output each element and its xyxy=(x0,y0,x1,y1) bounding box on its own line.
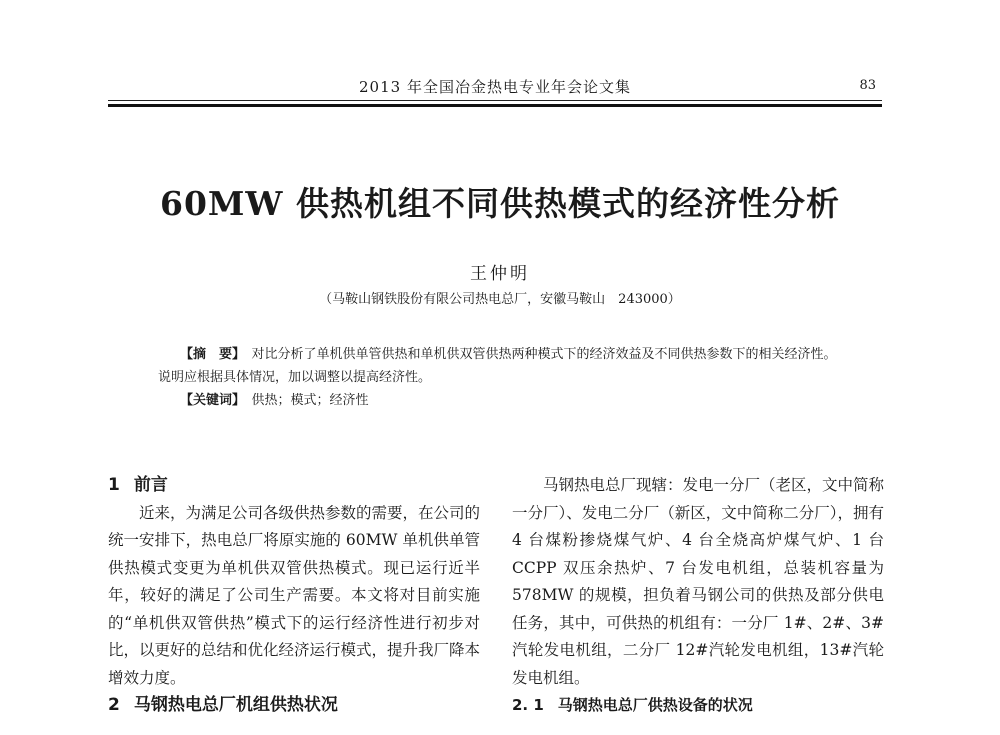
section-1-heading xyxy=(108,472,480,500)
author-affiliation: （马鞍山钢铁股份有限公司热电总厂，安徽马鞍山 243000） xyxy=(319,292,681,307)
section-2-title: 马钢热电总厂机组供热状况 xyxy=(133,695,338,715)
section-1-body: 近来，为满足公司各级供热参数的需要，在公司的统一安排下，热电总厂将原实施的 60MW 单机供单管供热模式变更为单机供双管供热模式。现已运行近半年，较好的满足了公司生产需要。本文将对目前实施的“单机供双管供热”模式下的运行经济性进行初步对比，以更好的总结和优化经济运行模式，提升我厂降本增效力度。 xyxy=(108,503,481,687)
section-2-1-title: 马钢热电总厂供热设备的状况 xyxy=(557,696,753,714)
right-column xyxy=(512,472,884,720)
header-rule-thick xyxy=(108,104,882,107)
page-number: 83 xyxy=(859,78,876,93)
section-1-title: 前言 xyxy=(133,475,168,495)
section-1-number: 1 xyxy=(108,475,120,495)
paper-title: 60MW 供热机组不同供热模式的经济性分析 xyxy=(159,184,840,223)
keywords-label: 【关键词】 xyxy=(180,393,239,408)
section-2-1-heading xyxy=(512,692,884,720)
abstract-label: 【摘 要】 xyxy=(180,347,239,362)
abstract-block xyxy=(158,343,838,412)
section-2-number: 2 xyxy=(108,695,120,715)
author-name: 王仲明 xyxy=(470,264,530,284)
section-2-1-number: 2. 1 xyxy=(512,696,544,714)
journal-title: 2013 年全国冶金热电专业年会论文集 xyxy=(359,78,631,96)
left-column xyxy=(108,472,480,720)
abstract-text: 对比分析了单机供单管供热和单机供双管供热两种模式下的经济效益及不同供热参数下的相关经济性。说明应根据具体情况，加以调整以提高经济性。 xyxy=(158,347,837,385)
section-2-heading xyxy=(108,692,480,720)
section-2-body: 马钢热电总厂现辖：发电一分厂（老区，文中简称一分厂）、发电二分厂（新区，文中简称二分厂），拥有 4 台煤粉掺烧煤气炉、4 台全烧高炉煤气炉、1 台 CCPP 双压余热炉、7 台发电机组，总装机容量为 578MW 的规模，担负着马钢公司的供热及部分供电任务，其中，可供热的机组有：一分厂 1#、2#、3#汽轮发电机组，二分厂 12#汽轮发电机组，13#汽轮发电机组。 xyxy=(512,476,885,687)
abstract xyxy=(158,343,838,389)
keywords-text: 供热；模式；经济性 xyxy=(251,393,369,408)
keywords xyxy=(180,389,838,412)
running-header xyxy=(108,70,882,110)
header-rule-thin xyxy=(108,100,882,101)
